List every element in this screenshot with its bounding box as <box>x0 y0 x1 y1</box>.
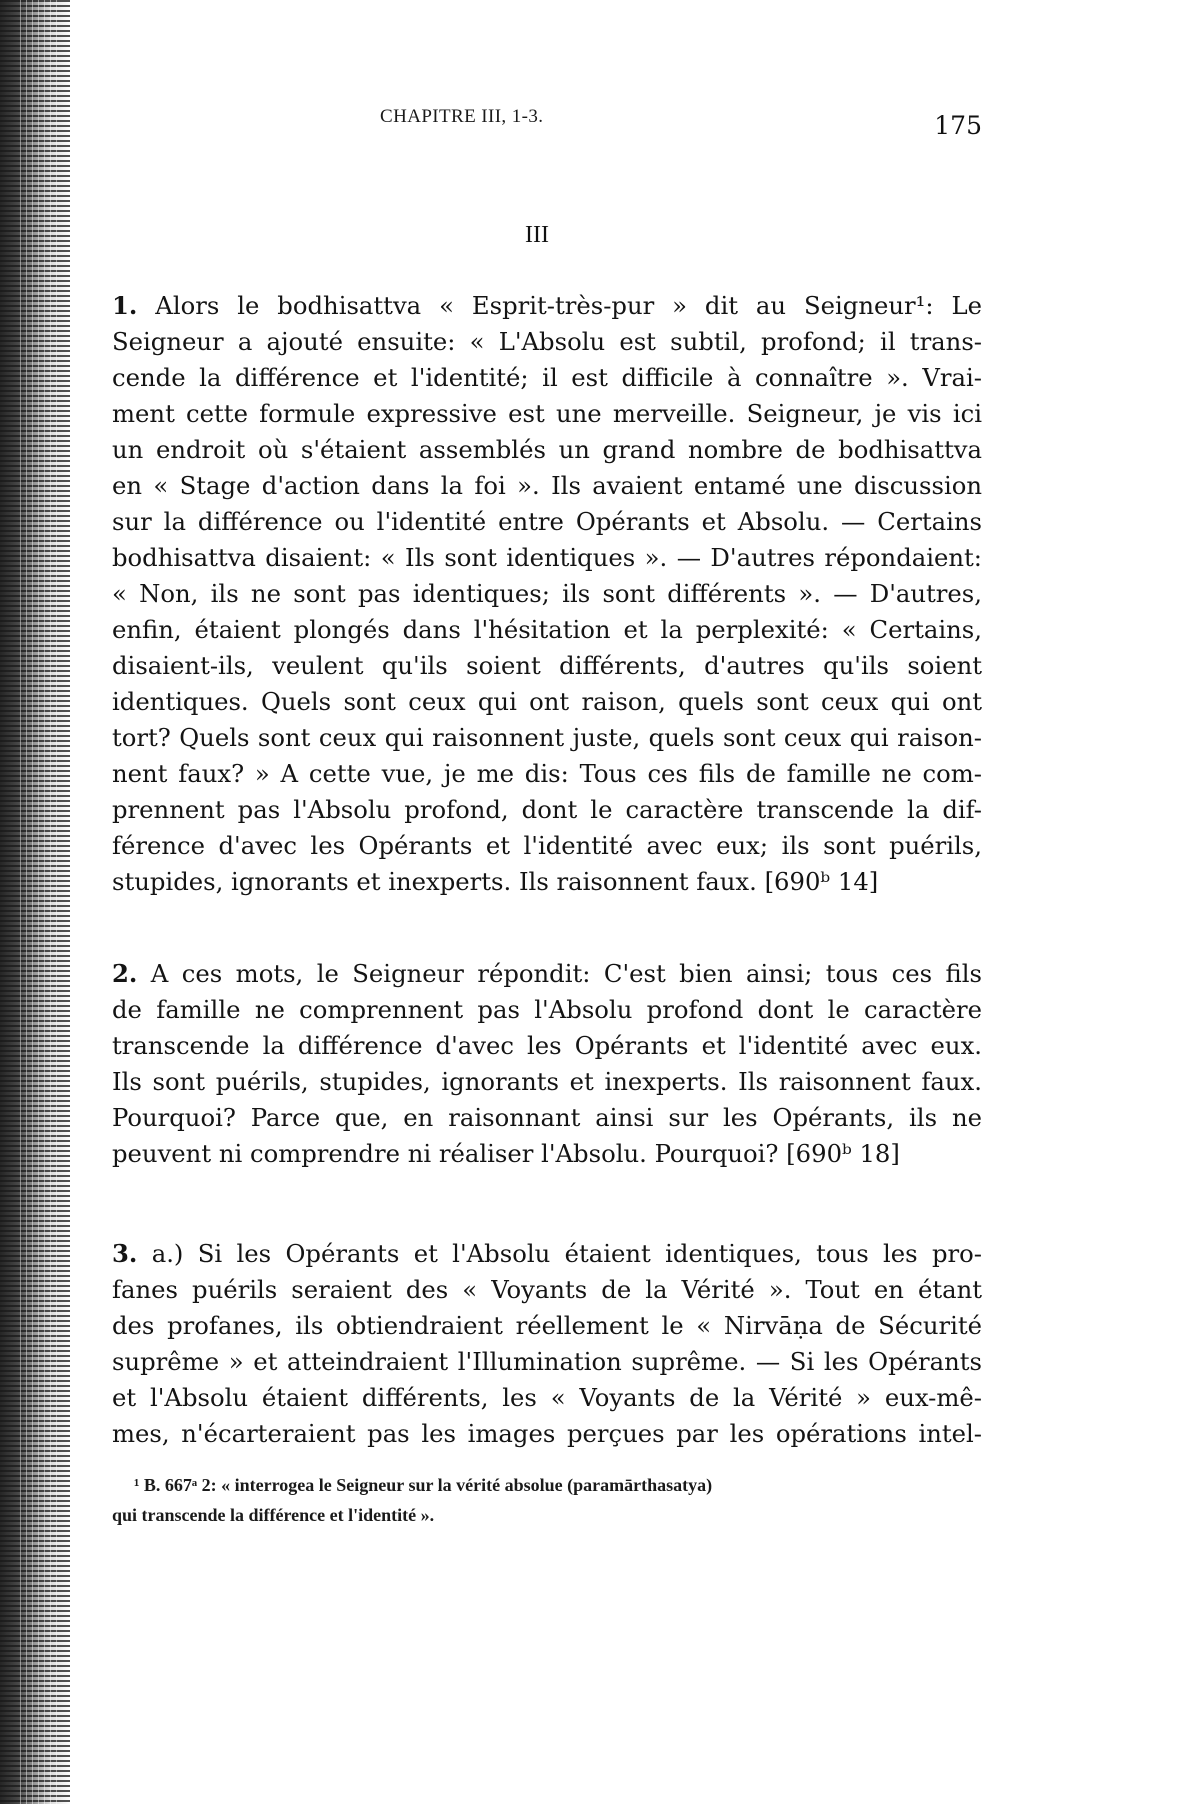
paragraph-number: 2. <box>112 959 138 988</box>
paragraph-3 <box>112 1236 982 1452</box>
paragraph-line: de famille ne comprennent pas l'Absolu profond dont le caractère <box>112 995 982 1024</box>
footnote <box>112 1470 982 1530</box>
paragraph-line: Seigneur a ajouté ensuite: « L'Absolu est subtil, profond; il trans- <box>112 327 982 356</box>
paragraph-line: « Non, ils ne sont pas identiques; ils sont différents ». — D'autres, <box>112 579 982 608</box>
paragraph-line: des profanes, ils obtiendraient réellement le « Nirvāṇa de Sécurité <box>112 1311 982 1340</box>
paragraph-line: et l'Absolu étaient différents, les « Voyants de la Vérité » eux-mê- <box>112 1383 982 1412</box>
paragraph-line: un endroit où s'étaient assemblés un grand nombre de bodhisattva <box>112 435 982 464</box>
paragraph-1 <box>112 288 982 900</box>
paragraph-line: ment cette formule expressive est une merveille. Seigneur, je vis ici <box>112 399 982 428</box>
paragraph-line: nent faux? » A cette vue, je me dis: Tous ces fils de famille ne com- <box>112 759 982 788</box>
paragraph-line: transcende la différence d'avec les Opérants et l'identité avec eux. <box>112 1031 982 1060</box>
footnote-line: ¹ B. 667ᵃ 2: « interrogea le Seigneur sur la vérité absolue (paramārthasatya) <box>134 1475 713 1495</box>
paragraph-line: tort? Quels sont ceux qui raisonnent juste, quels sont ceux qui raison- <box>112 723 982 752</box>
paragraph-line: Pourquoi? Parce que, en raisonnant ainsi sur les Opérants, ils ne <box>112 1103 982 1132</box>
paragraph-line: stupides, ignorants et inexperts. Ils raisonnent faux. [690ᵇ 14] <box>112 867 879 896</box>
paragraph-line: peuvent ni comprendre ni réaliser l'Absolu. Pourquoi? [690ᵇ 18] <box>112 1139 900 1168</box>
paragraph-line: férence d'avec les Opérants et l'identité avec eux; ils sont puérils, <box>112 831 982 860</box>
paragraph-line: suprême » et atteindraient l'Illumination suprême. — Si les Opérants <box>112 1347 982 1376</box>
paragraph-number: 1. <box>112 291 138 320</box>
paragraph-line: 1. Alors le bodhisattva « Esprit-très-pur » dit au Seigneur¹: Le <box>112 291 982 320</box>
scan-binding-texture <box>20 0 60 1804</box>
paragraph-line: en « Stage d'action dans la foi ». Ils avaient entamé une discussion <box>112 471 982 500</box>
paragraph-line: mes, n'écarteraient pas les images perçues par les opérations intel- <box>112 1419 982 1448</box>
paragraph-line: identiques. Quels sont ceux qui ont raison, quels sont ceux qui ont <box>112 687 982 716</box>
paragraph-line: Ils sont puérils, stupides, ignorants et inexperts. Ils raisonnent faux. <box>112 1067 982 1096</box>
paragraph-line: enfin, étaient plongés dans l'hésitation et la perplexité: « Certains, <box>112 615 982 644</box>
paragraph-line: sur la différence ou l'identité entre Opérants et Absolu. — Certains <box>112 507 982 536</box>
running-head: CHAPITRE III, 1-3. <box>380 106 544 127</box>
page-number: 175 <box>934 111 982 140</box>
footnote-line: qui transcende la différence et l'identité ». <box>112 1505 435 1525</box>
section-heading: III <box>525 222 549 248</box>
paragraph-2 <box>112 956 982 1172</box>
paragraph-line: disaient-ils, veulent qu'ils soient différents, d'autres qu'ils soient <box>112 651 982 680</box>
paragraph-line: 2. A ces mots, le Seigneur répondit: C'est bien ainsi; tous ces fils <box>112 959 982 988</box>
paragraph-line: fanes puérils seraient des « Voyants de la Vérité ». Tout en étant <box>112 1275 982 1304</box>
paragraph-line: cende la différence et l'identité; il est difficile à connaître ». Vrai- <box>112 363 982 392</box>
paragraph-line: prennent pas l'Absolu profond, dont le caractère transcende la dif- <box>112 795 982 824</box>
paragraph-line: bodhisattva disaient: « Ils sont identiques ». — D'autres répondaient: <box>112 543 982 572</box>
paragraph-line: 3. a.) Si les Opérants et l'Absolu étaient identiques, tous les pro- <box>112 1239 982 1268</box>
paragraph-number: 3. <box>112 1239 138 1268</box>
